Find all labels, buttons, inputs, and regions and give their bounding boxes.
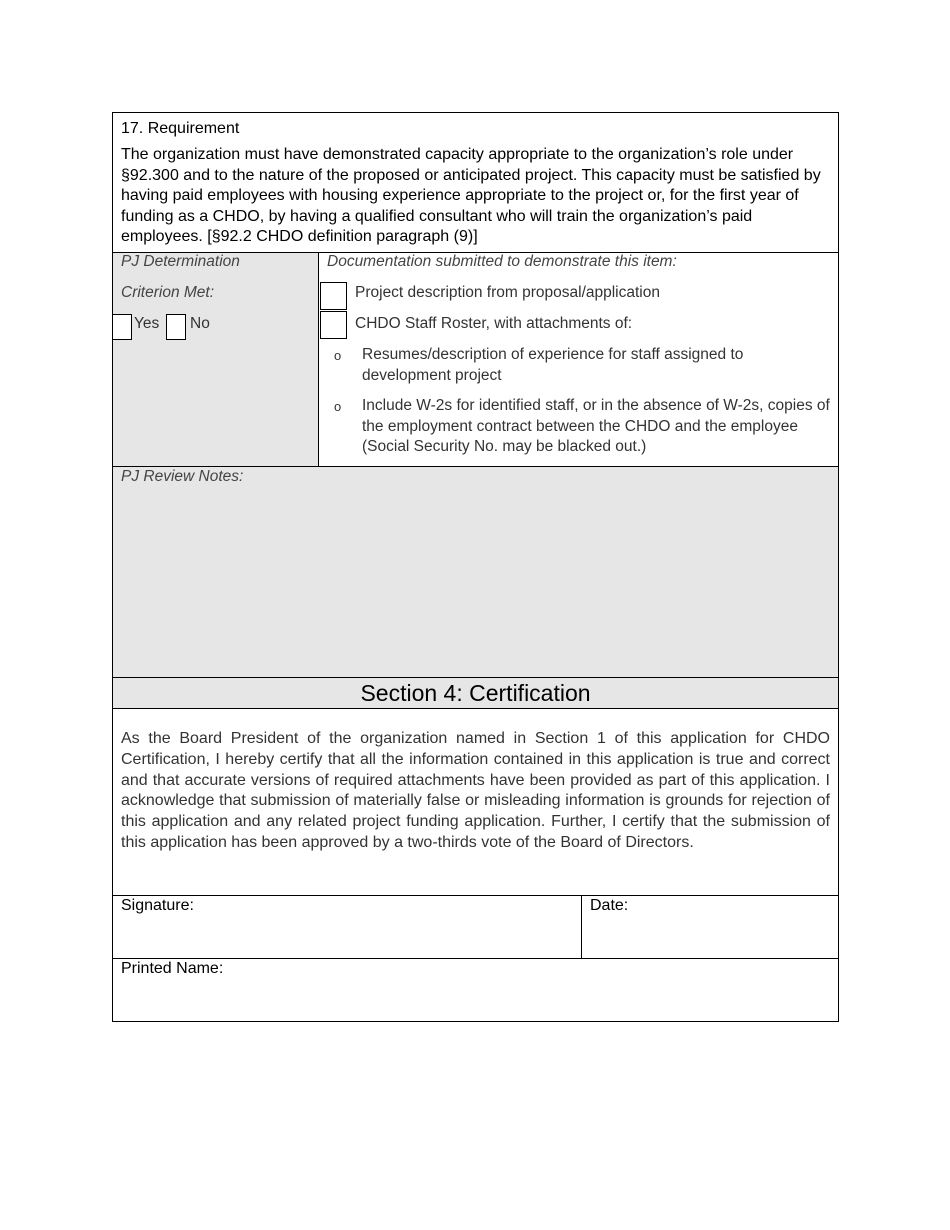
w2-item: Include W-2s for identified staff, or in the absence of W-2s, copies of the employment contract between the CHDO and the employee (Social Security No. may be blacked out.) (362, 397, 830, 456)
signature-field[interactable] (113, 896, 582, 958)
resumes-item: Resumes/description of experience for staff assigned to development project (362, 346, 744, 384)
date-label: Date: (590, 897, 629, 914)
form-table (112, 112, 839, 1022)
certification-text: As the Board President of the organization named in Section 1 of this application for CHDO Certification, I hereby certify that all the information contained in this application is true and correct and that accurate versions of required attachments have been provided as part of this application. I acknowledge that submission of materially false or misleading information is grounds for rejection of this application and any related project funding application. Further, I certify that the submission of this application has been approved by a two-thirds vote of the Board of Directors. (113, 709, 838, 896)
staff-roster-label: CHDO Staff Roster, with attachments of: (355, 315, 633, 332)
signature-label: Signature: (121, 897, 194, 914)
pj-determination-cell (113, 253, 319, 466)
bullet-icon: o (334, 399, 342, 414)
requirement-text: The organization must have demonstrated capacity appropriate to the organization’s role under §92.300 and to the nature of the proposed or anticipated project. This capacity must be satisfied by having paid employees with housing experience appropriate to the project or, for the first year of funding as a CHDO, by having a qualified consultant who will train the organization’s paid employees. [§92.2 CHDO definition paragraph (9)] (121, 146, 821, 246)
staff-roster-checkbox[interactable] (320, 311, 347, 339)
criterion-met-label: Criterion Met: (121, 284, 215, 301)
project-description-checkbox[interactable] (320, 282, 347, 310)
printed-name-field[interactable] (113, 959, 838, 1022)
no-label: No (190, 315, 210, 332)
requirement-title: 17. Requirement (121, 120, 240, 137)
printed-name-label: Printed Name: (121, 960, 224, 977)
bullet-icon: o (334, 348, 342, 363)
signature-row (113, 896, 838, 959)
documentation-cell (319, 253, 838, 466)
date-field[interactable] (582, 896, 838, 958)
no-checkbox[interactable] (166, 314, 186, 340)
section-title: Section 4: Certification (113, 678, 838, 709)
form-page (112, 112, 839, 1022)
documentation-heading: Documentation submitted to demonstrate this item: (327, 253, 677, 270)
yes-label: Yes (134, 315, 160, 332)
pj-review-notes-label: PJ Review Notes: (121, 468, 244, 485)
pj-review-notes[interactable] (113, 467, 838, 678)
requirement-block (113, 113, 838, 253)
pj-determination-label: PJ Determination (121, 253, 240, 270)
determination-row (113, 253, 838, 467)
yes-checkbox[interactable] (112, 314, 132, 340)
project-description-label: Project description from proposal/application (355, 284, 660, 301)
